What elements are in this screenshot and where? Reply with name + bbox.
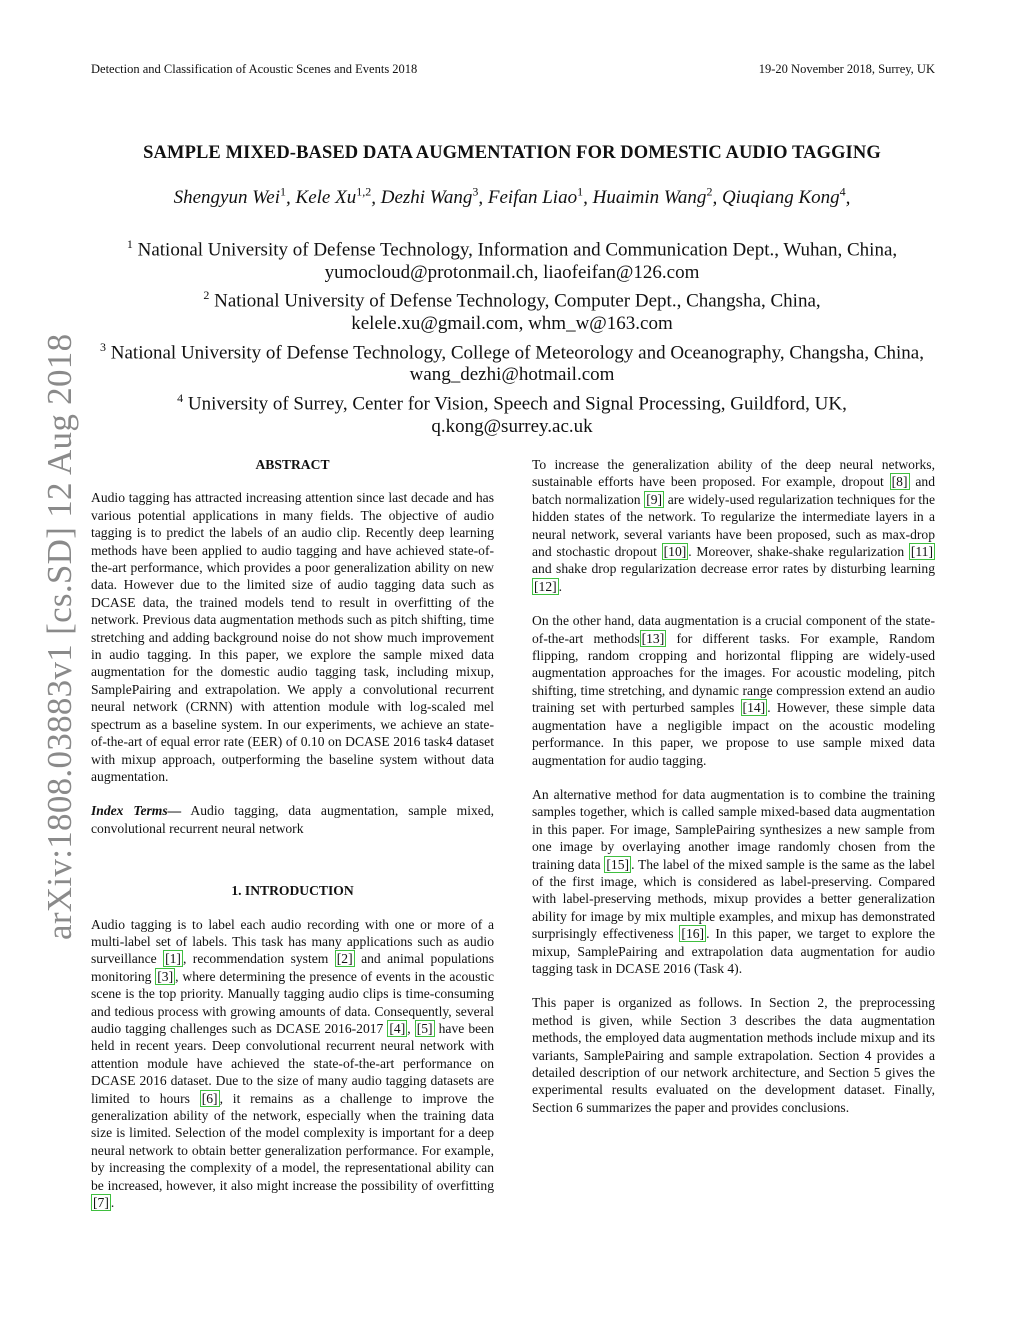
- intro-paragraph-1: Audio tagging is to label each audio recording with one or more of a multi-label set of labels. This task has many applications such as audio surveillance [1] , recommendation system [2] and animal populations monitoring [3] , where determining the presence of events in the acoustic scene is the top priority. Manually tagging audio clips is time-consuming and tedious process with growing amounts of data. Consequently, several audio tagging challenges such as DCASE 2016-2017 [4] , [5] have been held in recent years. Deep convolutional recurrent neural network with attention module have achieved the state-of-the-art performance on DCASE 2016 dataset. Due to the size of many audio tagging datasets are limited to hours [6] , it remains as a challenge to improve the generalization ability of the network, especially when the training data size is limited. Selection of the model complexity is important for a deep neural network to obtain better generalization performance. For example, by increasing the complexity of a model, the representational ability can be increased, however, it also might increase the possibility of overfitting [7] .: [91, 916, 494, 1211]
- intro-paragraph-2: To increase the generalization ability of the deep neural networks, sustainable efforts have been proposed. For example, dropout [8] and batch normalization [9] are widely-used regularization techniques for the hidden states of the network. To regularize the intermediate layers in a neural network, several variants have been proposed, such as max-drop and stochastic dropout [10] . Moreover, shake-shake regularization [11] and shake drop regularization decrease error rates by disturbing learning [12] .: [532, 457, 936, 594]
- citation-link[interactable]: [9]: [646, 491, 663, 507]
- citation-link[interactable]: [3]: [157, 968, 174, 984]
- citation-link[interactable]: [10]: [663, 544, 687, 560]
- author: Shengyun Wei$^1$: [173, 185, 287, 209]
- author: Dezhi Wang$^3$: [380, 185, 479, 209]
- affiliation-line: $^1$ National University of Defense Technology, Information and Communication Dept., Wuhan, China,: [126, 237, 898, 261]
- affiliation-email: wang_dezhi@hotmail.com: [409, 364, 615, 386]
- affiliation-line: $^4$ University of Surrey, Center for Vision, Speech and Signal Processing, Guildford, UK,: [177, 390, 847, 415]
- affiliation-email: yumocloud@protonmail.ch, liaofeifan@126.com: [324, 261, 700, 283]
- citation-link[interactable]: [6]: [201, 1090, 218, 1106]
- index-terms: Index Terms— Audio tagging, data augmentation, sample mixed, convolutional recurrent neural network: [91, 803, 495, 836]
- author: Kele Xu$^{1,2}$: [295, 185, 372, 209]
- affiliation-email: kelele.xu@gmail.com, whm_w@163.com: [351, 313, 673, 335]
- citation-link[interactable]: [11]: [910, 544, 933, 560]
- citation-link[interactable]: [14]: [742, 700, 766, 716]
- intro-paragraph-5: This paper is organized as follows. In Section 2, the preprocessing method is given, while Section 3 describes the data augmentation methods, the employed data augmentation methods include mixup and its variants, SamplePairing and sample extrapolation. Section 4 provides a detailed description of our network architecture, and Section 5 gives the experimental results evaluated on the development dataset. Finally, Section 6 summarizes the paper and provides conclusions.: [532, 995, 935, 1115]
- right-column: [532, 456, 935, 1133]
- author: Qiuqiang Kong$^4$: [721, 185, 846, 209]
- citation-link[interactable]: [7]: [93, 1195, 109, 1211]
- index-terms-label: Index Terms—: [91, 803, 182, 819]
- arxiv-watermark: arXiv:1808.03883v1 [cs.SD] 12 Aug 2018: [40, 333, 79, 940]
- citation-link[interactable]: [1]: [165, 951, 181, 967]
- affiliation-line: $^3$ National University of Defense Technology, College of Meteorology and Oceanography, Changsha, China,: [100, 339, 924, 363]
- affiliation-email: q.kong@surrey.ac.uk: [431, 415, 593, 437]
- header-date-location: 19-20 November 2018, Surrey, UK: [758, 62, 935, 76]
- citation-link[interactable]: [8]: [891, 474, 908, 490]
- left-column: [91, 456, 494, 1228]
- citation-link[interactable]: [12]: [534, 578, 557, 594]
- citation-link[interactable]: [16]: [681, 926, 705, 942]
- citation-link[interactable]: [13]: [641, 630, 665, 646]
- author-list: Shengyun Wei$^1$, Kele Xu$^{1,2}$, Dezhi Wang$^3$, Feifan Liao$^1$, Huaimin Wang$^2$, Qiuqiang Kong$^4$,: [173, 185, 851, 209]
- intro-heading: 1. INTRODUCTION: [231, 883, 354, 899]
- citation-link[interactable]: [2]: [336, 951, 353, 967]
- header-conference: Detection and Classification of Acoustic Scenes and Events 2018: [91, 62, 418, 76]
- abstract-text: Audio tagging has attracted increasing attention since last decade and has various potential applications in many fields. The objective of audio tagging is to predict the labels of an audio clip. Recently deep learning methods have been applied to audio tagging and have achieved state-of-the-art performance, which provides a poor generalization ability on new data. However due to the limited size of audio tagging data such as DCASE data, the trained models tend to result in overfitting of the network. Previous data augmentation methods such as pitch shifting, time stretching and adding background noise do not show much improvement in audio tagging. In this paper, we explore the sample mixed data augmentation for the domestic audio tagging task, including mixup, SamplePairing and extrapolation. We apply a convolutional recurrent neural network (CRNN) with attention module with log-scaled mel spectrum as a baseline system. In our experiments, we achieve an state-of-the-art of equal error rate (EER) of 0.10 on DCASE 2016 task4 dataset with mixup approach, outperforming the baseline system without data augmentation.: [91, 490, 494, 784]
- affiliations: [40, 233, 984, 438]
- citation-link[interactable]: [4]: [389, 1020, 406, 1036]
- intro-paragraph-3: On the other hand, data augmentation is a crucial component of the state-of-the-art methods [13] for different tasks. For example, Random flipping, random cropping and horizontal flipping are widely-used augmentation approaches for the images. For acoustic modeling, pitch shifting, time stretching, and dynamic range compression extend an audio training set with perturbed samples [14] . However, these simple data augmentation have a negligible impact on the acoustic modeling performance. In this paper, we propose to use sample mixed data augmentation for audio tagging.: [532, 613, 935, 768]
- citation-link[interactable]: [5]: [416, 1020, 433, 1036]
- paper-title: SAMPLE MIXED-BASED DATA AUGMENTATION FOR DOMESTIC AUDIO TAGGING: [143, 143, 881, 163]
- author: Feifan Liao$^1$: [487, 185, 584, 209]
- affiliation-line: $^2$ National University of Defense Technology, Computer Dept., Changsha, China,: [203, 288, 821, 312]
- intro-paragraph-4: An alternative method for data augmentation is to combine the training samples together, which is called sample mixed-based data augmentation in this paper. For image, SamplePairing synthesizes a new sample from one image by overlaying another image randomly chosen from the training data [15] . The label of the mixed sample is the same as the label of the first image, which is considered as label-preserving. Compared with label-preserving methods, mixup provides a better generalization ability for image by mix multiple examples, and mixup has demonstrated surprisingly effectiveness [16] . In this paper, we target to explore the mixup, SamplePairing and extrapolation data augmentation for audio tagging task in DCASE 2016 (Task 4).: [532, 786, 935, 976]
- abstract-heading: ABSTRACT: [255, 457, 330, 472]
- citation-link[interactable]: [15]: [606, 856, 630, 872]
- author: Huaimin Wang$^2$: [592, 185, 713, 209]
